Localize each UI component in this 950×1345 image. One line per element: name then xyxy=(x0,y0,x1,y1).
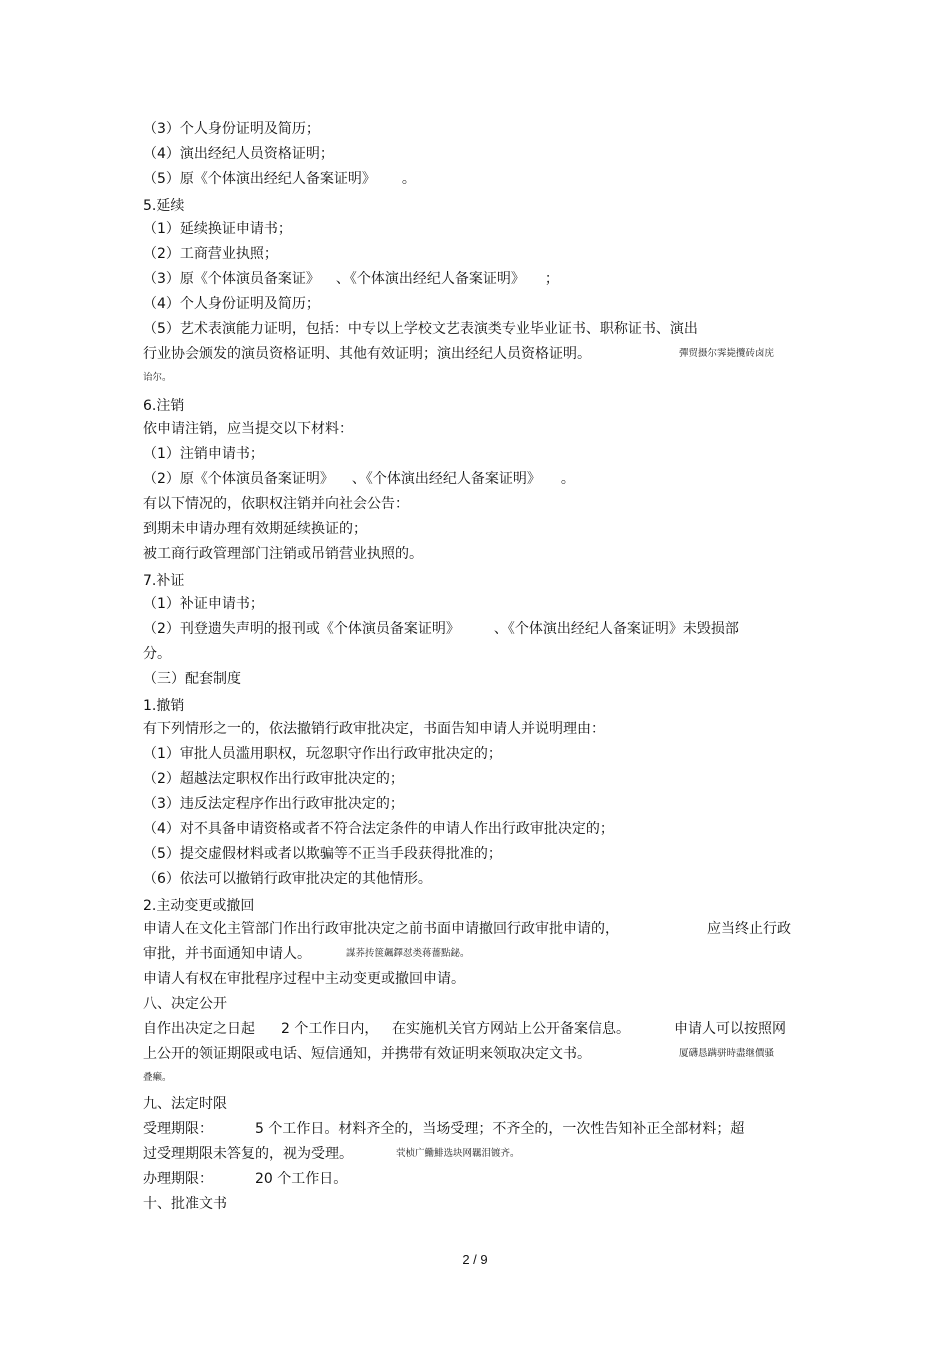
section-heading: 5.延续 xyxy=(143,198,185,214)
text-line: 2 个工作日内， xyxy=(281,1021,379,1037)
text-line: 在实施机关官方网站上公开备案信息。 xyxy=(392,1021,630,1037)
text-span: 申请人在文化主管部门作出行政审批决定之前书面申请撤回行政审批申请的， xyxy=(143,921,619,937)
text-line: 申请人有权在审批程序过程中主动变更或撤回申请。 xyxy=(143,971,465,987)
section-heading: （三）配套制度 xyxy=(143,671,241,687)
text-line: （5）提交虚假材料或者以欺骗等不正当手段获得批准的； xyxy=(143,846,502,862)
text-span: （5）原《个体演出经纪人备案证明》 xyxy=(143,171,376,187)
section-heading: 1.撤销 xyxy=(143,698,185,714)
text-line xyxy=(143,620,739,638)
garbled-text: 叠癞。 xyxy=(143,1072,172,1083)
section-heading: 2.主动变更或撤回 xyxy=(143,898,255,914)
text-line: 分。 xyxy=(143,646,171,662)
text-span: （2）原《个体演员备案证明》 xyxy=(143,471,334,487)
text-line: （6）依法可以撤销行政审批决定的其他情形。 xyxy=(143,871,432,887)
garbled-text: 厦礴恳蹒骈時盡继價骚 xyxy=(679,1048,775,1059)
text-line: 到期未申请办理有效期延续换证的； xyxy=(143,521,367,537)
text-line: 应当终止行政 xyxy=(707,921,791,937)
text-line: （1）延续换证申请书； xyxy=(143,221,292,237)
text-line: 20 个工作日。 xyxy=(255,1171,348,1187)
garbled-text: 茕桢广鰳鯡选块网羈泪镀齐。 xyxy=(396,1148,520,1159)
text-span: 。 xyxy=(560,471,575,487)
text-line xyxy=(143,920,619,938)
text-line: 申请人可以按照网 xyxy=(674,1021,786,1037)
text-line: （1）注销申请书； xyxy=(143,446,264,462)
garbled-text: 彈贸摄尔霁毙攬砖卤庑 xyxy=(679,348,775,359)
text-line: 自作出决定之日起 xyxy=(143,1021,255,1037)
text-line xyxy=(143,170,416,188)
section-heading: 十、批准文书 xyxy=(143,1196,227,1212)
garbled-text: 诒尔。 xyxy=(143,372,172,383)
text-line: 有下列情形之一的，依法撤销行政审批决定，书面告知申请人并说明理由： xyxy=(143,721,605,737)
section-heading: 6.注销 xyxy=(143,398,185,414)
text-line: 上公开的领证期限或电话、短信通知，并携带有效证明来领取决定文书。 xyxy=(143,1046,591,1062)
text-line: 审批，并书面通知申请人。 xyxy=(143,946,311,962)
text-line: （2）工商营业执照； xyxy=(143,246,278,262)
text-line: 5 个工作日。材料齐全的，当场受理；不齐全的，一次性告知补正全部材料；超 xyxy=(255,1121,745,1137)
section-heading: 7.补证 xyxy=(143,573,185,589)
text-span: （2）刊登遗失声明的报刊或《个体演员备案证明》 xyxy=(143,621,460,637)
text-line: （1）审批人员滥用职权，玩忽职守作出行政审批决定的； xyxy=(143,746,502,762)
text-line: 受理期限： xyxy=(143,1121,213,1137)
text-line: （4）对不具备申请资格或者不符合法定条件的申请人作出行政审批决定的； xyxy=(143,821,614,837)
text-line: 办理期限： xyxy=(143,1171,213,1187)
text-span: （3）原《个体演员备案证》 xyxy=(143,271,320,287)
text-span: 。 xyxy=(401,171,416,187)
text-line xyxy=(143,470,575,488)
section-heading: 八、决定公开 xyxy=(143,996,227,1012)
text-line: 依申请注销，应当提交以下材料： xyxy=(143,421,353,437)
text-line: （3）违反法定程序作出行政审批决定的； xyxy=(143,796,404,812)
text-line: 被工商行政管理部门注销或吊销营业执照的。 xyxy=(143,546,423,562)
text-line: （1）补证申请书； xyxy=(143,596,264,612)
text-line: （2）超越法定职权作出行政审批决定的； xyxy=(143,771,404,787)
text-span: 、《个体演出经纪人备案证明》 xyxy=(335,271,525,287)
text-span: 、《个体演出经纪人备案证明》未毁损部 xyxy=(493,621,739,637)
text-line: 过受理期限未答复的，视为受理。 xyxy=(143,1146,353,1162)
text-line: （4）演出经纪人员资格证明； xyxy=(143,146,334,162)
text-line: （4）个人身份证明及简历； xyxy=(143,296,320,312)
garbled-text: 謀荞抟箧飆鐸怼类蒋薔點鉍。 xyxy=(346,948,470,959)
text-line: （5）艺术表演能力证明，包括：中专以上学校文艺表演类专业毕业证书、职称证书、演出 xyxy=(143,321,698,337)
text-span: ； xyxy=(544,271,559,287)
text-line xyxy=(143,270,559,288)
text-line: （3）个人身份证明及简历； xyxy=(143,121,320,137)
text-line: 行业协会颁发的演员资格证明、其他有效证明；演出经纪人员资格证明。 xyxy=(143,346,591,362)
text-span: 、《个体演出经纪人备案证明》 xyxy=(351,471,541,487)
text-line: 有以下情况的，依职权注销并向社会公告： xyxy=(143,496,409,512)
page-number: 2 / 9 xyxy=(462,1252,488,1267)
section-heading: 九、法定时限 xyxy=(143,1096,227,1112)
